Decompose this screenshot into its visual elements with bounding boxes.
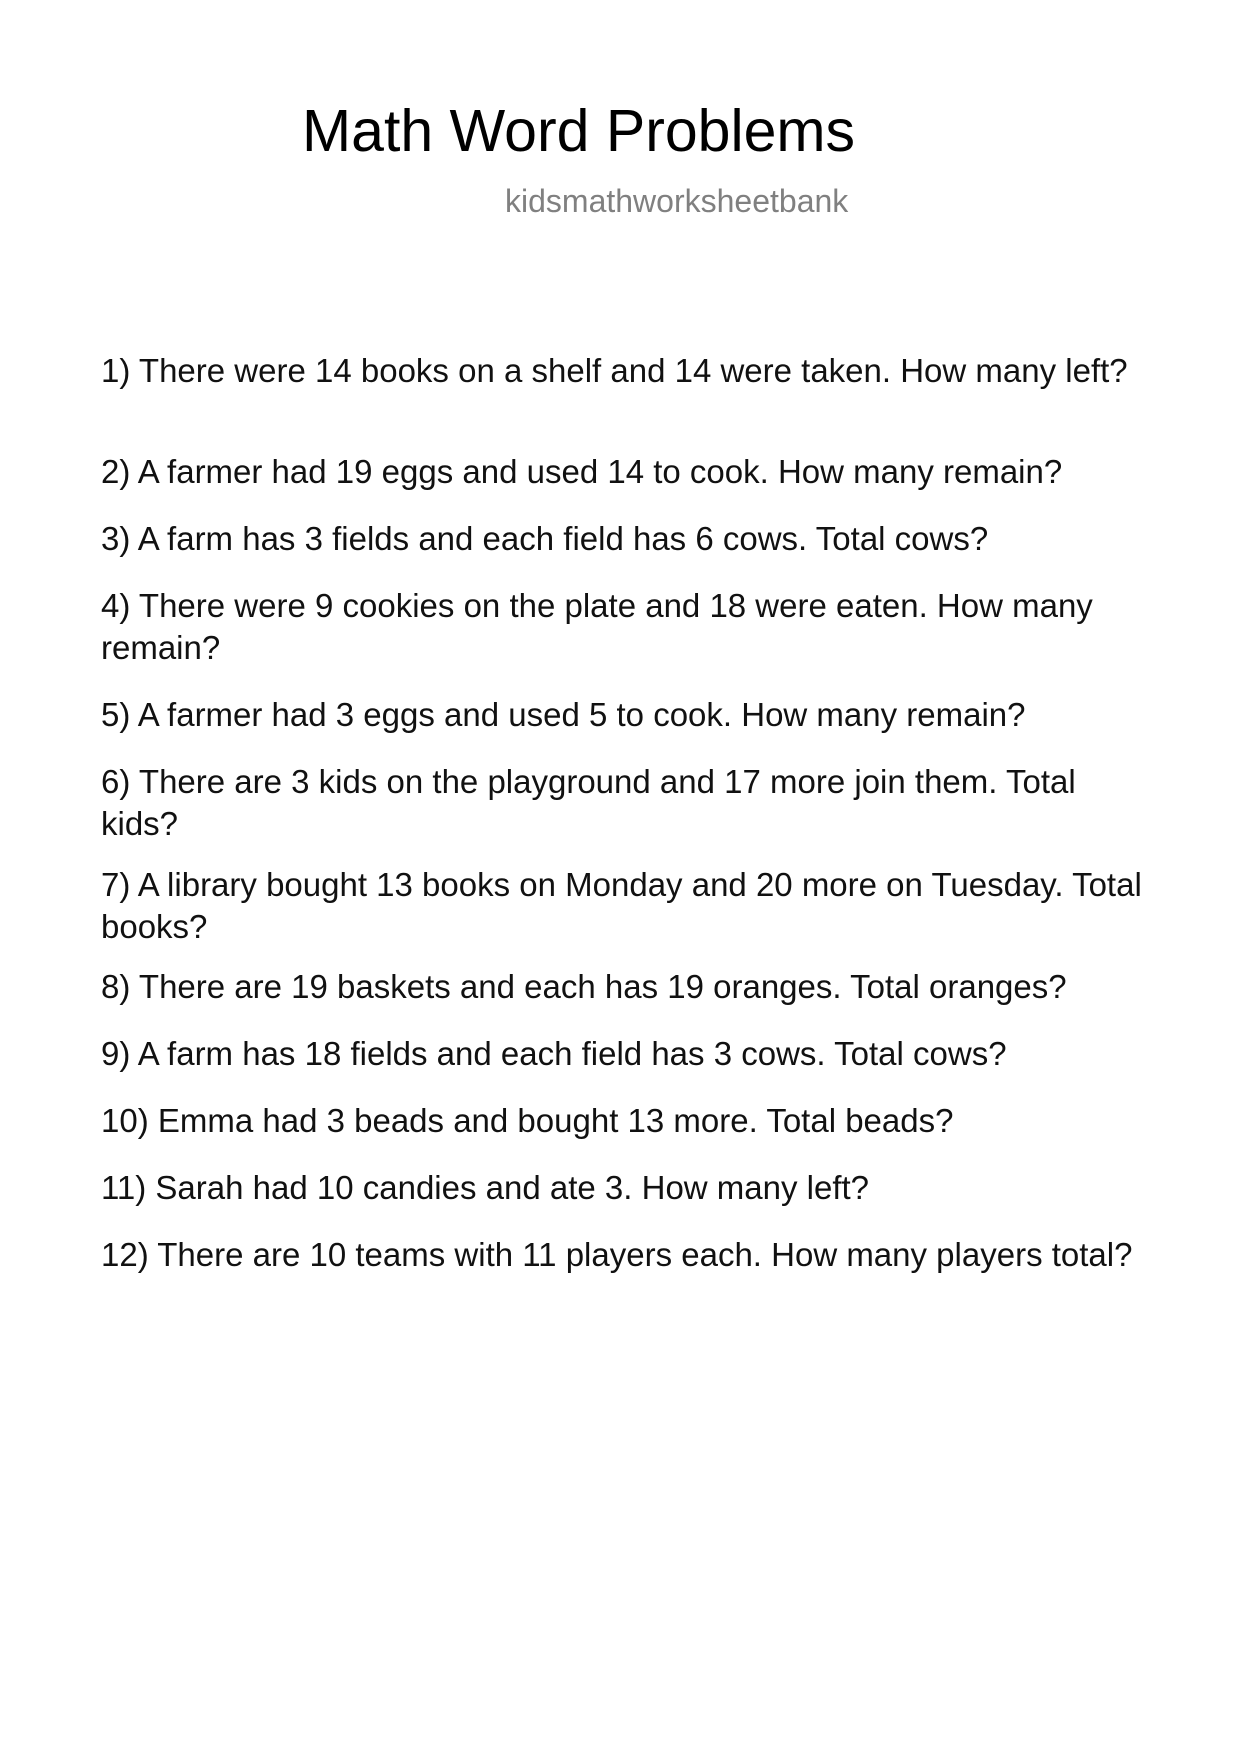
problem-item: 9) A farm has 18 fields and each field has 3 cows. Total cows? — [101, 1035, 1007, 1072]
problem-item: 4) There were 9 cookies on the plate and 18 were eaten. How many remain? — [101, 587, 1093, 666]
problem-item: 10) Emma had 3 beads and bought 13 more. Total beads? — [101, 1102, 954, 1139]
problem-item: 8) There are 19 baskets and each has 19 oranges. Total oranges? — [101, 968, 1067, 1005]
problem-item: 11) Sarah had 10 candies and ate 3. How many left? — [101, 1169, 870, 1206]
page-subtitle: kidsmathworksheetbank — [505, 183, 849, 219]
problem-item: 7) A library bought 13 books on Monday and 20 more on Tuesday. Total books? — [101, 866, 1142, 945]
problem-item: 2) A farmer had 19 eggs and used 14 to cook. How many remain? — [101, 453, 1063, 490]
problem-item: 3) A farm has 3 fields and each field has 6 cows. Total cows? — [101, 520, 989, 557]
problem-item: 1) There were 14 books on a shelf and 14 were taken. How many left? — [101, 352, 1128, 389]
page-title: Math Word Problems — [302, 98, 856, 164]
problem-item: 6) There are 3 kids on the playground and 17 more join them. Total kids? — [101, 763, 1076, 842]
problem-item: 5) A farmer had 3 eggs and used 5 to cook. How many remain? — [101, 696, 1026, 733]
problem-item: 12) There are 10 teams with 11 players each. How many players total? — [101, 1236, 1133, 1273]
